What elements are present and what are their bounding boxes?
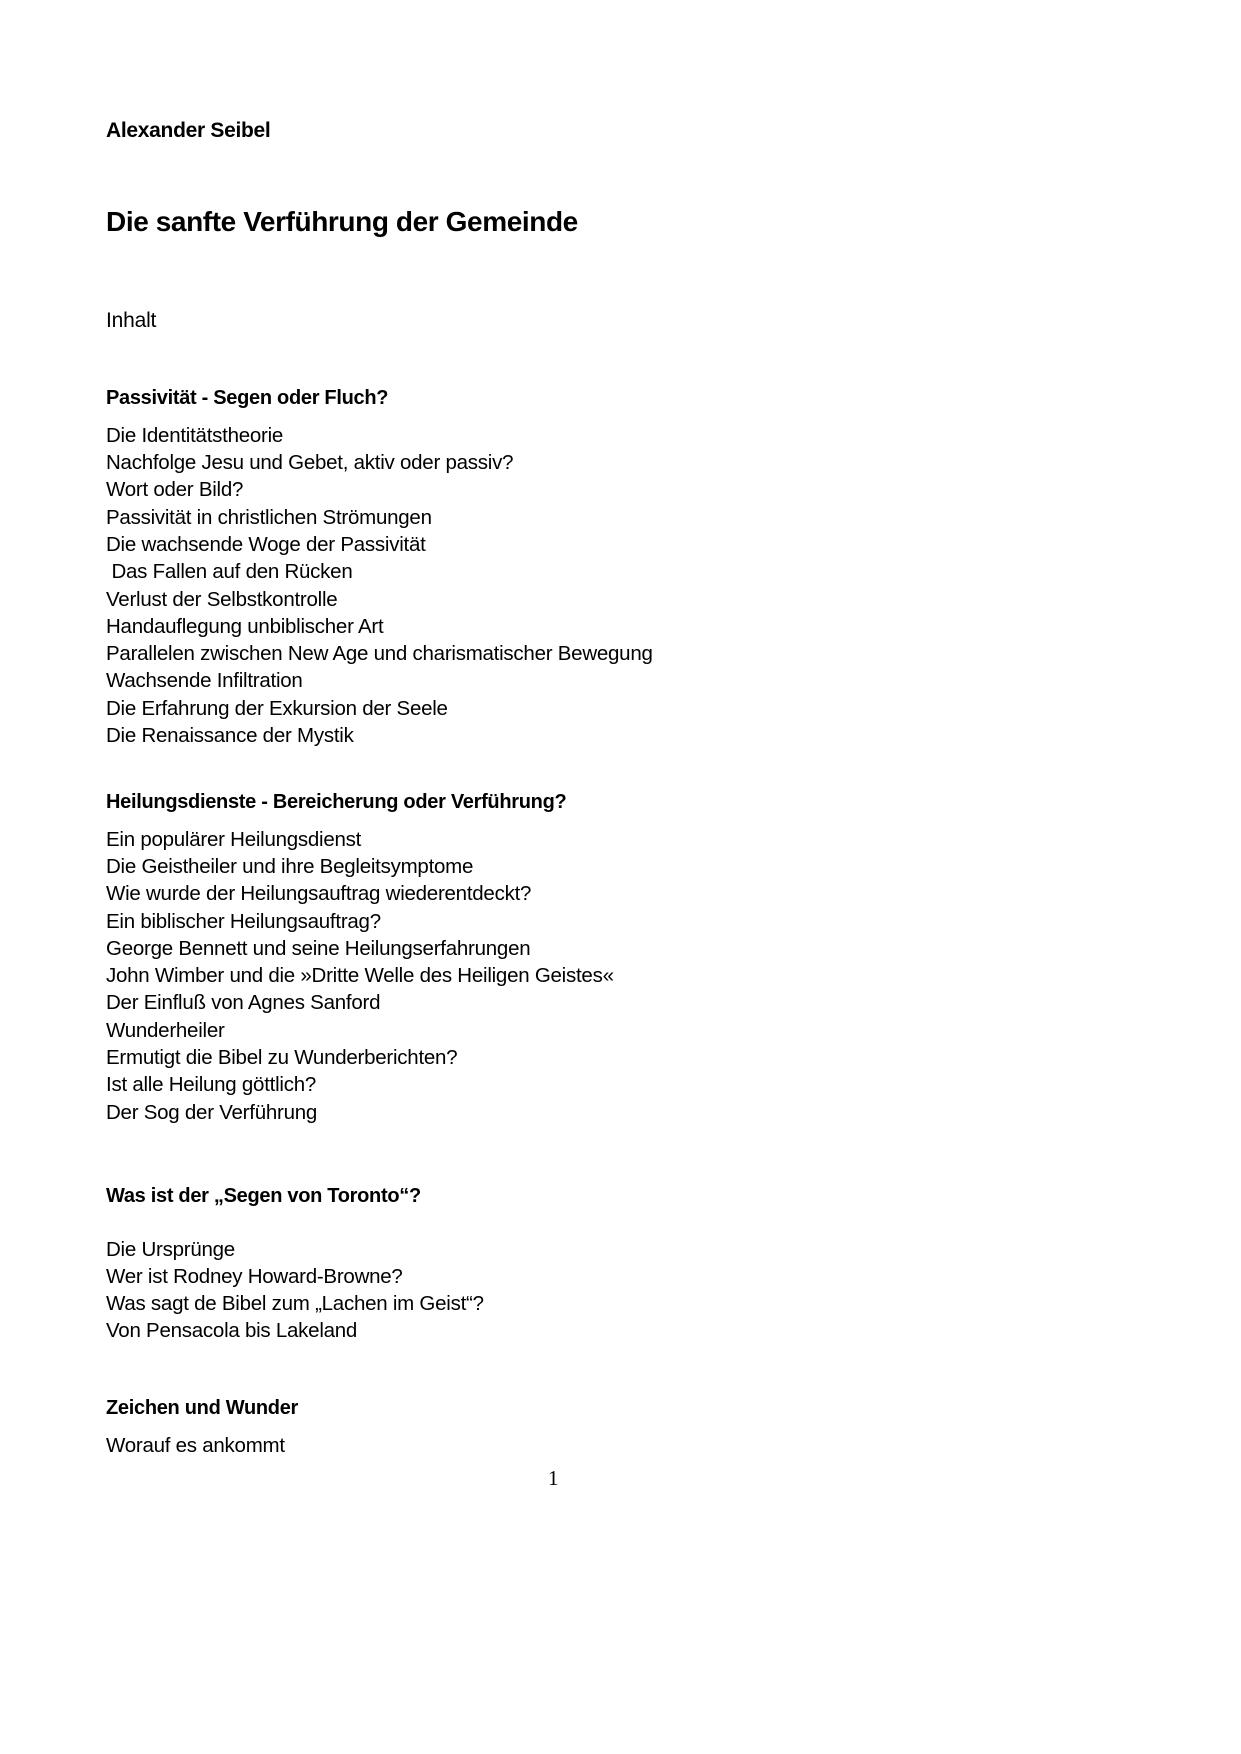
toc-item: Wunderheiler (106, 1019, 225, 1042)
toc-item: Wie wurde der Heilungsauftrag wiederentdeckt? (106, 882, 532, 905)
toc-item: Die Renaissance der Mystik (106, 724, 354, 747)
toc-item: Parallelen zwischen New Age und charismatischer Bewegung (106, 642, 653, 665)
toc-item: Passivität in christlichen Strömungen (106, 506, 432, 529)
toc-item: Der Sog der Verführung (106, 1101, 318, 1124)
toc-item: Die wachsende Woge der Passivität (106, 533, 426, 556)
page-number: 1 (548, 1466, 559, 1490)
toc-item: Ein biblischer Heilungsauftrag? (106, 910, 381, 933)
author-name: Alexander Seibel (106, 119, 271, 142)
toc-item: Das Fallen auf den Rücken (106, 560, 353, 583)
section-heading: Passivität - Segen oder Fluch? (106, 387, 389, 409)
toc-item: Ermutigt die Bibel zu Wunderberichten? (106, 1046, 458, 1069)
toc-item: Verlust der Selbstkontrolle (106, 588, 338, 611)
toc-item: John Wimber und die »Dritte Welle des Heiligen Geistes« (106, 964, 614, 987)
toc-item: Die Erfahrung der Exkursion der Seele (106, 697, 448, 720)
toc-item: Wort oder Bild? (106, 478, 244, 501)
section-heading: Zeichen und Wunder (106, 1397, 299, 1419)
toc-item: Ist alle Heilung göttlich? (106, 1073, 317, 1096)
toc-item: Der Einfluß von Agnes Sanford (106, 991, 381, 1014)
toc-item: Wer ist Rodney Howard-Browne? (106, 1265, 403, 1288)
section-heading: Heilungsdienste - Bereicherung oder Verführung? (106, 791, 567, 813)
toc-item: Die Ursprünge (106, 1238, 235, 1261)
toc-item: George Bennett und seine Heilungserfahrungen (106, 937, 531, 960)
document-title: Die sanfte Verführung der Gemeinde (106, 206, 578, 237)
toc-item: Handauflegung unbiblischer Art (106, 615, 384, 638)
toc-item: Worauf es ankommt (106, 1434, 285, 1457)
toc-item: Ein populärer Heilungsdienst (106, 828, 362, 851)
toc-item: Nachfolge Jesu und Gebet, aktiv oder passiv? (106, 451, 514, 474)
toc-item: Die Identitätstheorie (106, 424, 284, 447)
toc-item: Was sagt de Bibel zum „Lachen im Geist“? (106, 1292, 484, 1315)
toc-item: Wachsende Infiltration (106, 669, 303, 692)
toc-item: Von Pensacola bis Lakeland (106, 1319, 358, 1342)
contents-label: Inhalt (106, 309, 157, 332)
toc-item: Die Geistheiler und ihre Begleitsymptome (106, 855, 474, 878)
section-heading: Was ist der „Segen von Toronto“? (106, 1185, 421, 1207)
